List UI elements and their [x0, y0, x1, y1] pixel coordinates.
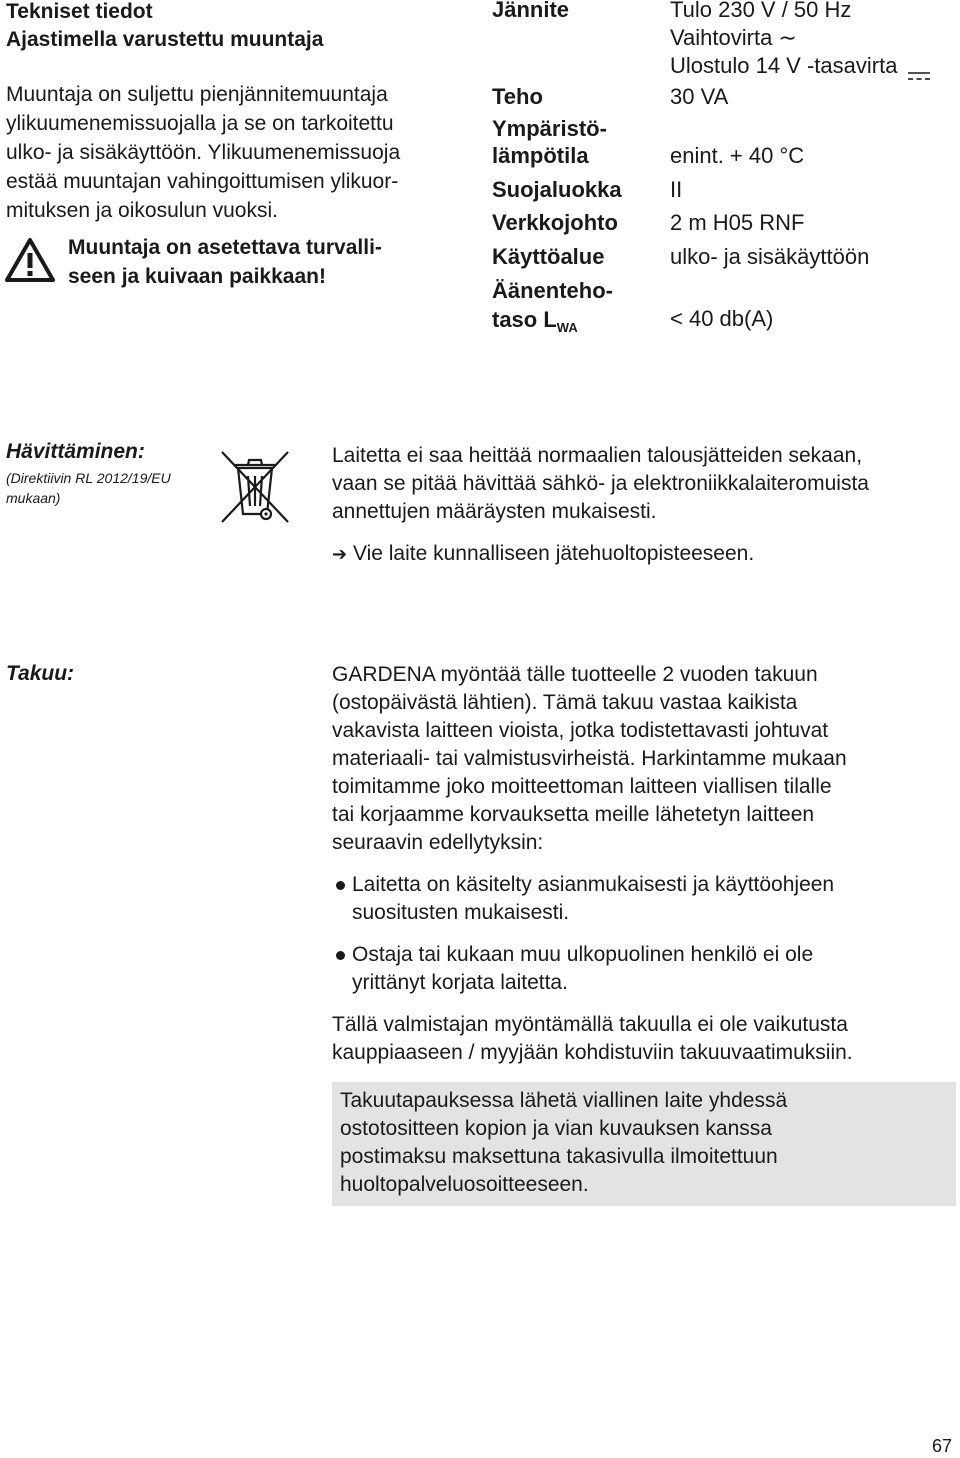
spec-label-aanentehotaso: [492, 276, 613, 342]
crossed-out-bin-icon: [218, 448, 292, 526]
disposal-heading: Hävittäminen:: [6, 440, 145, 463]
warranty-bullet-1-line: Laitetta on käsitelty asianmukaisesti ja käyttöohjeen: [352, 873, 835, 896]
warranty-bullet-2: [352, 941, 813, 997]
spec-label-verkkojohto: Verkkojohto: [492, 210, 618, 235]
warranty-claim-box: [332, 1082, 956, 1206]
warning-line: Muuntaja on asetettava turvalli-: [68, 236, 382, 259]
warranty-intro-line: seuraavin edellytyksin:: [332, 831, 544, 854]
warranty-intro-line: tai korjaamme korvauksetta meille lähetetyn laitteen: [332, 803, 815, 826]
spec-value-jannite-3: [670, 52, 930, 80]
spec-value-jannite-1: Tulo 230 V / 50 Hz: [670, 0, 852, 22]
warranty-intro-line: (ostopäivästä lähtien). Tämä takuu vastaa kaikista: [332, 691, 798, 714]
disposal-note-line: mukaan): [6, 490, 61, 506]
spec-value-teho: 30 VA: [670, 84, 729, 109]
spec-value-verkkojohto: 2 m H05 RNF: [670, 210, 805, 235]
tech-desc-line: ylikuumenemissuojalla ja se on tarkoitettu: [6, 112, 394, 135]
tech-desc-line: estää muuntajan vahingoittumisen ylikuor-: [6, 170, 399, 193]
warranty-claim-line: Takuutapauksessa lähetä viallinen laite yhdessä: [340, 1089, 788, 1112]
warning-line: seen ja kuivaan paikkaan!: [68, 265, 326, 288]
warranty-outro-line: kauppiaaseen / myyjään kohdistuviin takuuvaatimuksiin.: [332, 1041, 853, 1064]
spec-label-ymparisto-line: lämpötila: [492, 143, 589, 168]
warranty-bullet-1-line: suositusten mukaisesti.: [352, 901, 570, 924]
warranty-bullet-2-line: yrittänyt korjata laitetta.: [352, 971, 568, 994]
disposal-note: [6, 468, 171, 508]
tech-description: [6, 80, 476, 225]
warranty-heading: Takuu:: [6, 662, 75, 685]
tech-subtitle: Ajastimella varustettu muuntaja: [6, 28, 324, 51]
warning-text: [68, 233, 382, 291]
bullet-icon: [336, 951, 345, 960]
tech-desc-line: Muuntaja on suljettu pienjännitemuuntaja: [6, 83, 388, 106]
disposal-action-text: Vie laite kunnalliseen jätehuoltopisteeseen.: [352, 542, 755, 565]
warranty-bullet-1: [352, 871, 834, 927]
warranty-outro-line: Tällä valmistajan myöntämällä takuulla ei ole vaikutusta: [332, 1013, 848, 1036]
disposal-text: [332, 442, 869, 526]
arrow-right-icon: ➔: [332, 544, 348, 564]
warranty-intro-line: GARDENA myöntää tälle tuotteelle 2 vuoden takuun: [332, 663, 818, 686]
spec-label-suojaluokka: Suojaluokka: [492, 177, 622, 202]
disposal-text-line: Laitetta ei saa heittää normaalien talousjätteiden sekaan,: [332, 444, 863, 467]
spec-label-aani-line2: [492, 305, 613, 342]
warranty-claim-line: postimaksu maksettuna takasivulla ilmoitettuun: [340, 1145, 778, 1168]
spec-label-aani-text: taso L: [492, 307, 557, 332]
spec-value-ymparisto: enint. + 40 °C: [670, 143, 805, 168]
disposal-text-line: annettujen määräysten mukaisesti.: [332, 500, 657, 523]
spec-label-jannite: Jännite: [492, 0, 570, 22]
spec-value-suojaluokka: II: [670, 177, 683, 202]
bullet-icon: [336, 881, 345, 890]
page-number: 67: [932, 1436, 953, 1456]
warranty-intro-line: materiaali- tai valmistusvirheistä. Harkintamme mukaan: [332, 747, 847, 770]
tech-desc-line: ulko- ja sisäkäyttöön. Ylikuumenemissuoja: [6, 141, 401, 164]
warranty-outro: [332, 1011, 853, 1067]
dc-symbol-icon: [908, 61, 930, 73]
warranty-claim-line: ostotositteen kopion ja vian kuvauksen kanssa: [340, 1117, 772, 1140]
spec-value-kayttoalue: ulko- ja sisäkäyttöön: [670, 244, 870, 269]
spec-label-aani-line1: Äänenteho-: [492, 278, 613, 303]
warranty-claim-text: [340, 1087, 787, 1199]
warranty-intro-line: toimitamme joko moitteettoman laitteen viallisen tilalle: [332, 775, 832, 798]
warranty-claim-line: huoltopalveluosoitteeseen.: [340, 1173, 589, 1196]
warranty-intro-line: vakavista laitteen vioista, jotka todistettavasti johtuvat: [332, 719, 829, 742]
disposal-text-line: vaan se pitää hävittää sähkö- ja elektroniikkalaiteromuista: [332, 472, 869, 495]
spec-value-jannite-2: Vaihtovirta ∼: [670, 25, 797, 50]
warranty-bullet-2-line: Ostaja tai kukaan muu ulkopuolinen henkilö ei ole: [352, 943, 814, 966]
spec-label-ymparisto-line: Ympäristö-: [492, 116, 607, 141]
tech-title: Tekniset tiedot: [6, 0, 153, 23]
spec-label-kayttoalue: Käyttöalue: [492, 244, 605, 269]
disposal-action: [332, 540, 754, 568]
spec-value-aanentehotaso: < 40 db(A): [670, 306, 774, 331]
tech-desc-line: mituksen ja oikosulun vuoksi.: [6, 199, 278, 222]
spec-label-teho: Teho: [492, 84, 543, 109]
spec-label-aani-subscript: WA: [556, 320, 578, 335]
disposal-note-line: (Direktiivin RL 2012/19/EU: [6, 470, 171, 486]
spec-label-ymparisto: [492, 115, 607, 169]
warning-icon: [4, 236, 56, 284]
spec-value-jannite-3-text: Ulostulo 14 V -tasavirta: [670, 53, 898, 78]
warranty-intro: [332, 661, 847, 857]
